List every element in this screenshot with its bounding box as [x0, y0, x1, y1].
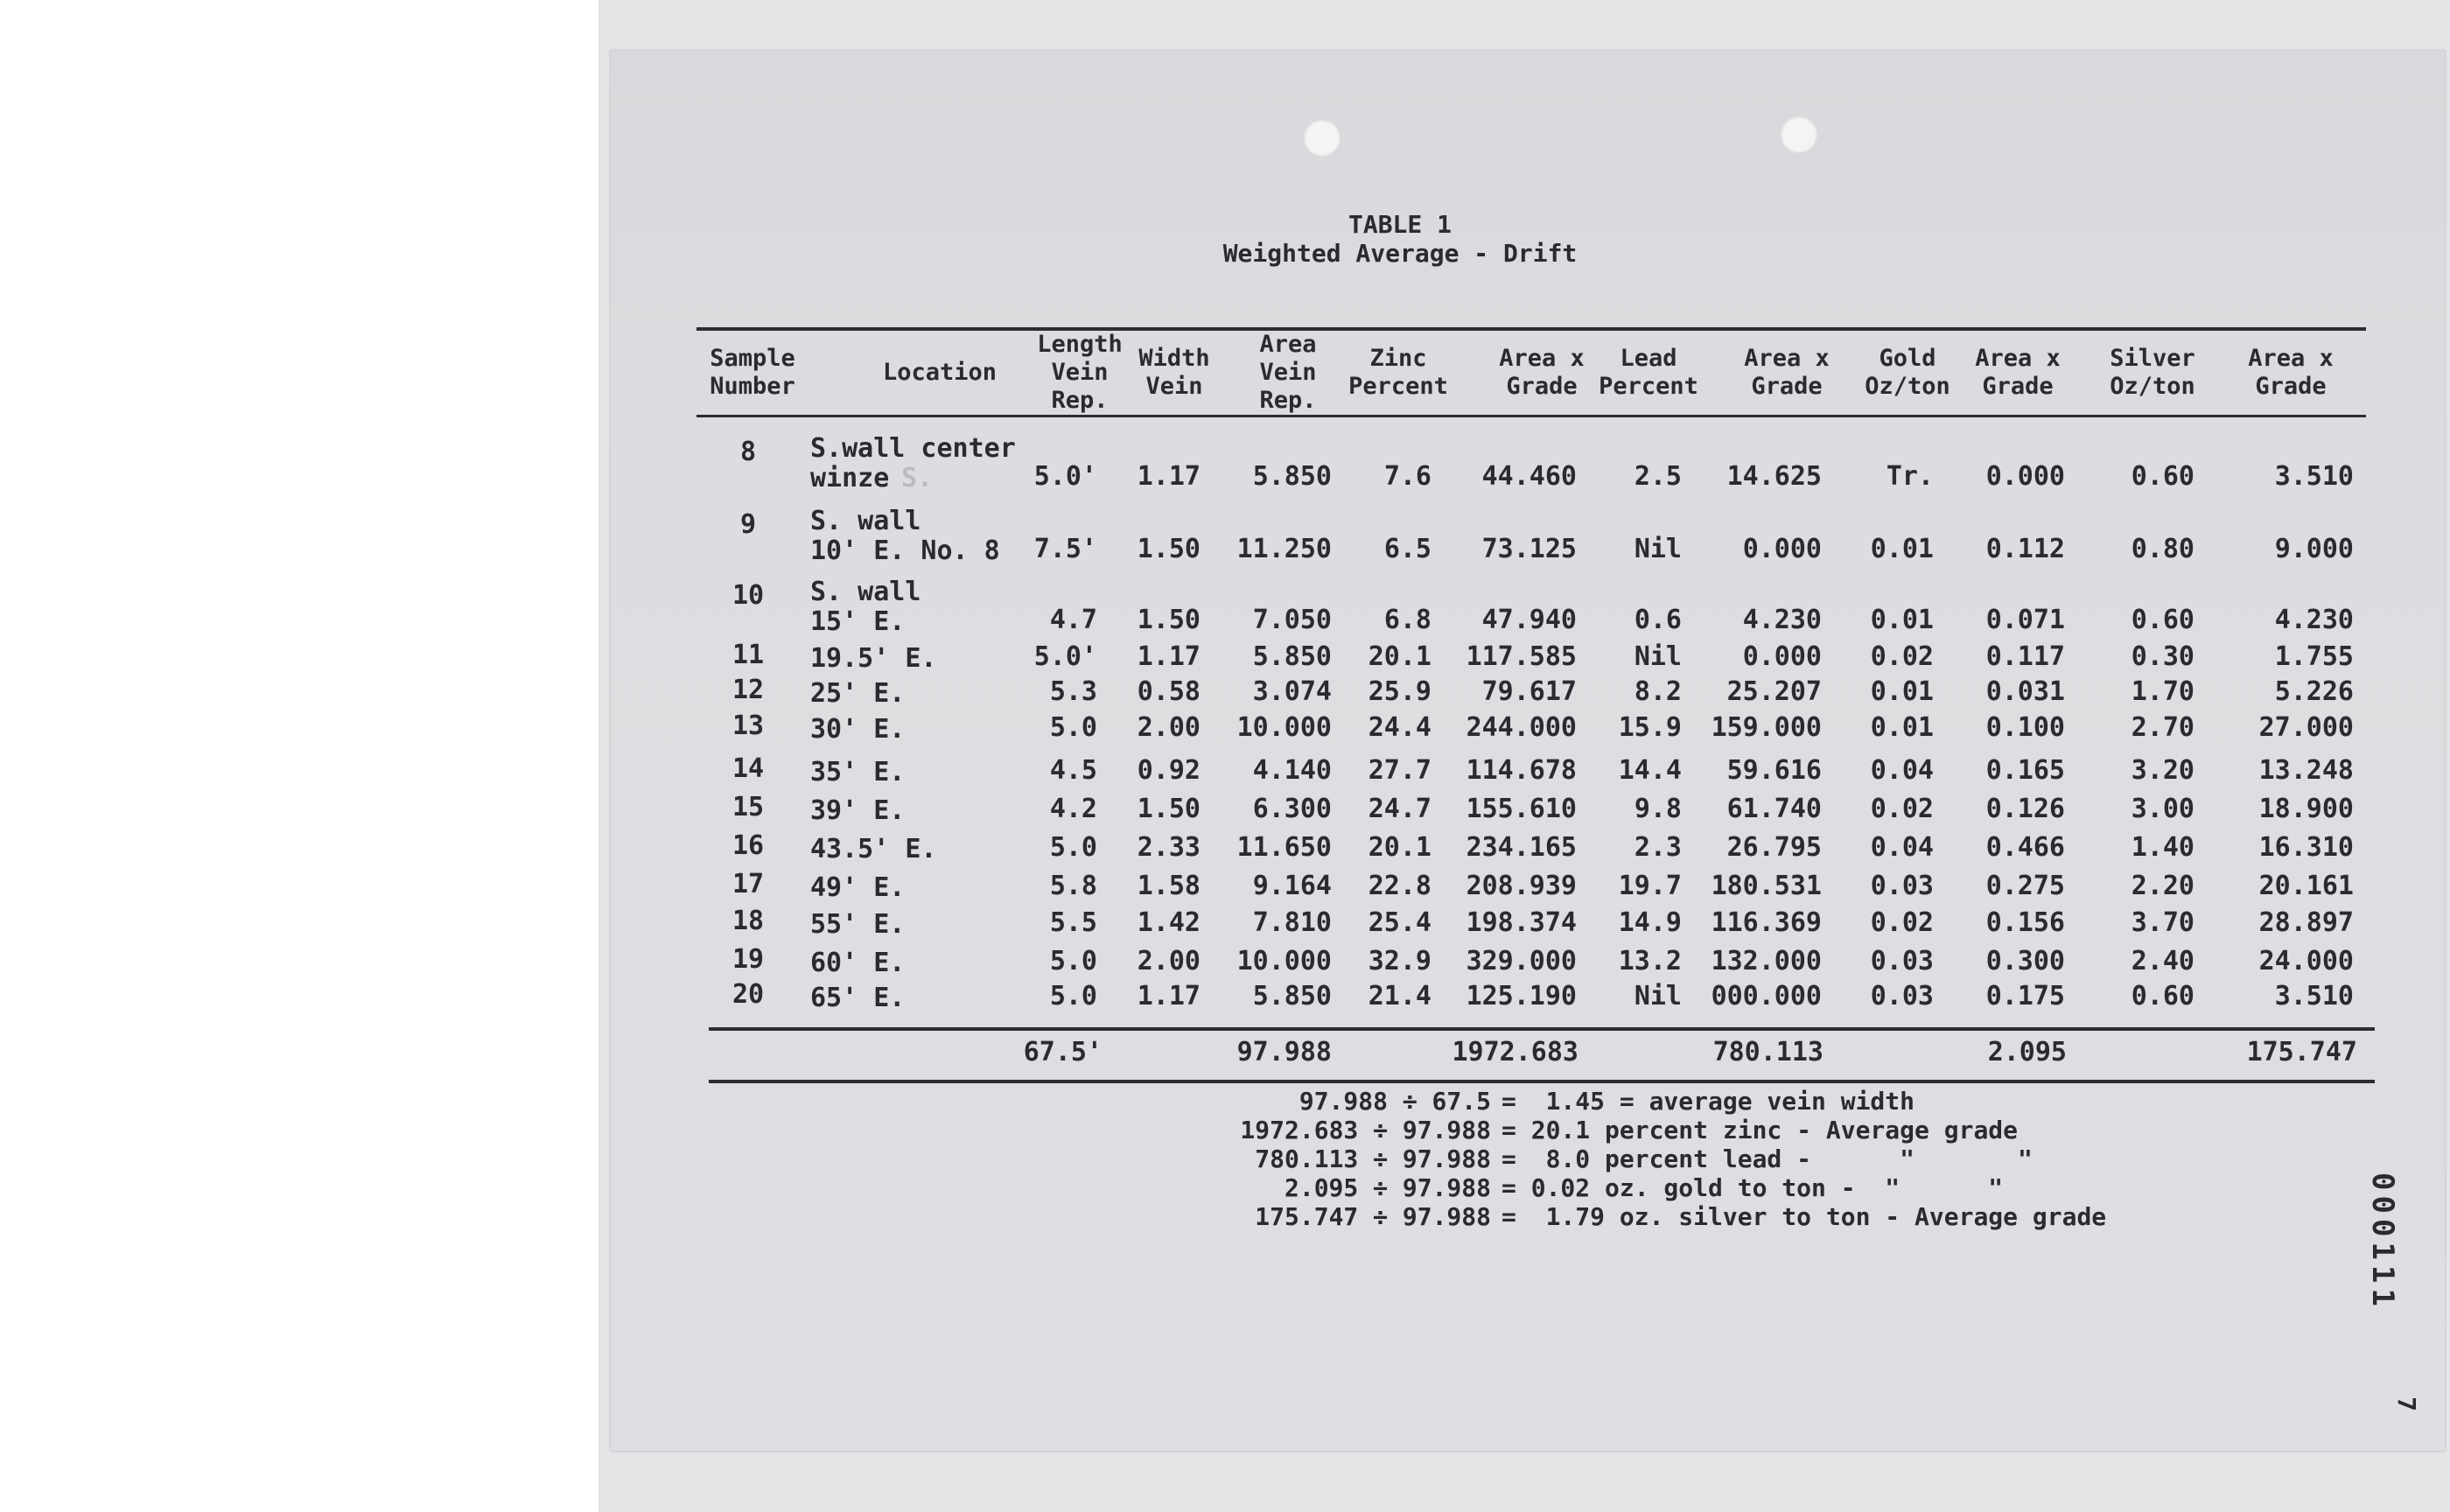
location: 30' E.: [810, 714, 906, 745]
cell-zinc-ag: 198.374: [1466, 907, 1577, 938]
location: 60' E.: [810, 948, 906, 978]
cell-gold-ag: 0.031: [1985, 676, 2065, 707]
cell-gold-ag: 0.275: [1985, 871, 2065, 901]
sample-number: 13: [732, 710, 765, 741]
cell-lead: Nil: [1634, 981, 1682, 1012]
location: 19.5' E.: [810, 643, 937, 674]
cell-silver: 0.30: [2131, 641, 2194, 672]
location: 15' E.: [810, 606, 906, 637]
location: 10' E. No. 8: [810, 536, 1000, 566]
cell-gold-ag: 0.100: [1985, 712, 2065, 743]
cell-zinc: 22.8: [1368, 871, 1432, 901]
total-lead-ag: 780.113: [1712, 1037, 1824, 1068]
cell-zinc-ag: 114.678: [1466, 755, 1577, 786]
cell-length: 5.3: [1049, 676, 1097, 707]
cell-length: 5.0': [1033, 641, 1097, 672]
header-bottom-rule: [696, 415, 2366, 417]
sample-number: 14: [732, 753, 765, 784]
location: 35' E.: [810, 757, 906, 788]
calculation-rhs: = 1.45 = average vein width: [1502, 1087, 1915, 1116]
cell-gold-ag: 0.126: [1985, 794, 2065, 824]
cell-lead-ag: 14.625: [1726, 461, 1822, 492]
cell-zinc: 7.6: [1383, 461, 1432, 492]
cell-width: 1.17: [1137, 641, 1200, 672]
location: 43.5' E.: [810, 834, 937, 864]
cell-zinc: 25.9: [1368, 676, 1432, 707]
cell-silver-ag: 1.755: [2274, 641, 2354, 672]
cell-zinc-ag: 234.165: [1466, 832, 1577, 863]
cell-area: 10.000: [1236, 712, 1332, 743]
cell-lead-ag: 4.230: [1742, 605, 1822, 635]
column-header: Length Vein Rep.: [1037, 331, 1123, 414]
location: 39' E.: [810, 795, 906, 826]
cell-zinc: 32.9: [1368, 946, 1432, 976]
location-line-1: S. wall: [810, 577, 921, 607]
cell-silver: 0.60: [2131, 981, 2194, 1012]
cell-silver-ag: 13.248: [2258, 755, 2354, 786]
cell-gold: 0.03: [1870, 871, 1934, 901]
cell-width: 0.58: [1137, 676, 1200, 707]
cell-lead-ag: 0.000: [1742, 534, 1822, 564]
calculation-lhs: 2.095 ÷ 97.988: [1284, 1173, 1491, 1202]
cell-silver-ag: 24.000: [2258, 946, 2354, 976]
punch-hole-right: [1780, 116, 1818, 154]
column-header: Lead Percent: [1599, 345, 1698, 400]
cell-gold: 0.04: [1870, 832, 1934, 863]
column-header: Area x Grade: [1975, 345, 2061, 400]
cell-gold: 0.02: [1870, 907, 1934, 938]
cell-width: 1.50: [1137, 605, 1200, 635]
totals-top-rule: [709, 1027, 2375, 1031]
cell-zinc: 21.4: [1368, 981, 1432, 1012]
cell-zinc: 6.5: [1383, 534, 1432, 564]
sample-number: 18: [732, 906, 765, 936]
cell-area: 7.810: [1252, 907, 1332, 938]
cell-silver: 3.20: [2131, 755, 2194, 786]
cell-length: 5.8: [1049, 871, 1097, 901]
cell-lead-ag: 116.369: [1711, 907, 1822, 938]
cell-lead: 0.6: [1634, 605, 1682, 635]
cell-silver: 2.70: [2131, 712, 2194, 743]
cell-gold: 0.01: [1870, 534, 1934, 564]
cell-width: 1.42: [1137, 907, 1200, 938]
cell-area: 6.300: [1252, 794, 1332, 824]
cell-gold: 0.02: [1870, 794, 1934, 824]
location-note: S.: [901, 463, 934, 494]
column-header: Area x Grade: [2248, 345, 2334, 400]
cell-lead: 14.4: [1618, 755, 1682, 786]
cell-lead: 2.3: [1634, 832, 1682, 863]
cell-silver-ag: 9.000: [2274, 534, 2354, 564]
cell-area: 10.000: [1236, 946, 1332, 976]
cell-length: 7.5': [1033, 534, 1097, 564]
calculation-lhs: 780.113 ÷ 97.988: [1255, 1144, 1491, 1173]
punch-hole-left: [1303, 119, 1341, 158]
cell-lead: 8.2: [1634, 676, 1682, 707]
sample-number: 17: [732, 869, 765, 900]
sample-number: 19: [732, 944, 765, 975]
cell-lead: Nil: [1634, 534, 1682, 564]
cell-area: 5.850: [1252, 461, 1332, 492]
total-zinc-ag: 1972.683: [1452, 1037, 1578, 1068]
cell-gold-ag: 0.112: [1985, 534, 2065, 564]
cell-lead: Nil: [1634, 641, 1682, 672]
cell-gold: Tr.: [1886, 461, 1934, 492]
column-header: Area Vein Rep.: [1259, 331, 1317, 414]
cell-length: 5.0': [1033, 461, 1097, 492]
totals-bottom-rule: [709, 1080, 2375, 1083]
cell-lead: 9.8: [1634, 794, 1682, 824]
calculation-lhs: 1972.683 ÷ 97.988: [1240, 1116, 1491, 1144]
cell-width: 1.50: [1137, 794, 1200, 824]
sample-number: 20: [732, 979, 765, 1010]
cell-zinc: 6.8: [1383, 605, 1432, 635]
cell-zinc: 24.7: [1368, 794, 1432, 824]
cell-length: 4.7: [1049, 605, 1097, 635]
cell-gold: 0.03: [1870, 981, 1934, 1012]
cell-gold-ag: 0.156: [1985, 907, 2065, 938]
column-header: Zinc Percent: [1348, 345, 1448, 400]
cell-width: 2.33: [1137, 832, 1200, 863]
cell-length: 5.0: [1049, 712, 1097, 743]
cell-zinc: 27.7: [1368, 755, 1432, 786]
cell-width: 2.00: [1137, 712, 1200, 743]
cell-gold: 0.02: [1870, 641, 1934, 672]
location: winze: [810, 463, 890, 494]
cell-zinc-ag: 73.125: [1481, 534, 1577, 564]
cell-silver-ag: 20.161: [2258, 871, 2354, 901]
cell-silver-ag: 27.000: [2258, 712, 2354, 743]
column-header: Width Vein: [1138, 345, 1210, 400]
location: 65' E.: [810, 983, 906, 1013]
cell-width: 1.58: [1137, 871, 1200, 901]
cell-gold-ag: 0.000: [1985, 461, 2065, 492]
location: 25' E.: [810, 678, 906, 709]
cell-length: 5.0: [1049, 981, 1097, 1012]
cell-zinc-ag: 44.460: [1481, 461, 1577, 492]
cell-area: 3.074: [1252, 676, 1332, 707]
cell-lead-ag: 25.207: [1726, 676, 1822, 707]
cell-lead-ag: 61.740: [1726, 794, 1822, 824]
table-title: TABLE 1: [1348, 210, 1452, 239]
location: 55' E.: [810, 909, 906, 940]
cell-area: 11.250: [1236, 534, 1332, 564]
total-length: 67.5': [1023, 1037, 1102, 1068]
cell-gold: 0.03: [1870, 946, 1934, 976]
cell-gold-ag: 0.466: [1985, 832, 2065, 863]
cell-zinc-ag: 79.617: [1481, 676, 1577, 707]
cell-zinc: 20.1: [1368, 832, 1432, 863]
column-header: Location: [882, 359, 998, 386]
cell-gold-ag: 0.071: [1985, 605, 2065, 635]
cell-silver: 3.70: [2131, 907, 2194, 938]
cell-lead: 13.2: [1618, 946, 1682, 976]
total-silver-ag: 175.747: [2246, 1037, 2357, 1068]
page-number: 7: [2391, 1396, 2421, 1411]
cell-lead-ag: 132.000: [1711, 946, 1822, 976]
location-line-1: S. wall: [810, 506, 921, 536]
cell-lead: 14.9: [1618, 907, 1682, 938]
cell-silver: 0.60: [2131, 605, 2194, 635]
cell-area: 11.650: [1236, 832, 1332, 863]
sample-number: 12: [732, 675, 765, 705]
cell-silver: 1.40: [2131, 832, 2194, 863]
column-header: Silver Oz/ton: [2110, 345, 2195, 400]
cell-width: 1.17: [1137, 461, 1200, 492]
cell-area: 5.850: [1252, 641, 1332, 672]
cell-gold-ag: 0.175: [1985, 981, 2065, 1012]
column-header: Area x Grade: [1499, 345, 1585, 400]
cell-silver: 2.40: [2131, 946, 2194, 976]
cell-silver-ag: 4.230: [2274, 605, 2354, 635]
sample-number: 11: [732, 640, 765, 670]
cell-lead: 15.9: [1618, 712, 1682, 743]
column-header: Sample Number: [710, 345, 795, 400]
cell-length: 5.0: [1049, 946, 1097, 976]
total-gold-ag: 2.095: [1987, 1037, 2067, 1068]
cell-silver-ag: 3.510: [2274, 461, 2354, 492]
table-subtitle: Weighted Average - Drift: [1222, 239, 1578, 268]
cell-lead-ag: 000.000: [1711, 981, 1822, 1012]
cell-area: 5.850: [1252, 981, 1332, 1012]
cell-area: 9.164: [1252, 871, 1332, 901]
cell-silver: 2.20: [2131, 871, 2194, 901]
sample-number: 9: [739, 509, 757, 540]
cell-zinc: 20.1: [1368, 641, 1432, 672]
cell-gold: 0.04: [1870, 755, 1934, 786]
cell-gold-ag: 0.300: [1985, 946, 2065, 976]
cell-zinc-ag: 208.939: [1466, 871, 1577, 901]
cell-lead-ag: 59.616: [1726, 755, 1822, 786]
calculation-rhs: = 20.1 percent zinc - Average grade: [1502, 1116, 2019, 1144]
cell-length: 4.2: [1049, 794, 1097, 824]
cell-zinc-ag: 125.190: [1466, 981, 1577, 1012]
cell-lead-ag: 159.000: [1711, 712, 1822, 743]
calculation-lhs: 175.747 ÷ 97.988: [1255, 1202, 1491, 1231]
cell-silver: 0.60: [2131, 461, 2194, 492]
cell-width: 0.92: [1137, 755, 1200, 786]
cell-zinc-ag: 47.940: [1481, 605, 1577, 635]
cell-silver: 3.00: [2131, 794, 2194, 824]
cell-gold-ag: 0.165: [1985, 755, 2065, 786]
cell-lead: 19.7: [1618, 871, 1682, 901]
cell-lead-ag: 0.000: [1742, 641, 1822, 672]
cell-zinc-ag: 155.610: [1466, 794, 1577, 824]
cell-area: 4.140: [1252, 755, 1332, 786]
cell-zinc: 24.4: [1368, 712, 1432, 743]
cell-gold-ag: 0.117: [1985, 641, 2065, 672]
cell-gold: 0.01: [1870, 712, 1934, 743]
cell-length: 5.0: [1049, 832, 1097, 863]
side-stamp-number: 000111: [2365, 1172, 2400, 1312]
cell-silver: 1.70: [2131, 676, 2194, 707]
cell-lead: 2.5: [1634, 461, 1682, 492]
column-header: Area x Grade: [1744, 345, 1830, 400]
calculation-lhs: 97.988 ÷ 67.5: [1298, 1087, 1491, 1116]
cell-silver-ag: 3.510: [2274, 981, 2354, 1012]
sample-number: 10: [732, 580, 765, 611]
cell-length: 5.5: [1049, 907, 1097, 938]
sample-number: 15: [732, 792, 765, 822]
sample-number: 16: [732, 830, 765, 861]
cell-silver-ag: 28.897: [2258, 907, 2354, 938]
calculation-rhs: = 0.02 oz. gold to ton - " ": [1502, 1173, 2004, 1202]
cell-width: 1.50: [1137, 534, 1200, 564]
cell-zinc-ag: 244.000: [1466, 712, 1577, 743]
location-line-1: S.wall center: [810, 433, 1016, 464]
cell-gold: 0.01: [1870, 605, 1934, 635]
cell-length: 4.5: [1049, 755, 1097, 786]
total-area: 97.988: [1236, 1037, 1332, 1068]
cell-area: 7.050: [1252, 605, 1332, 635]
cell-silver-ag: 18.900: [2258, 794, 2354, 824]
column-header: Gold Oz/ton: [1865, 345, 1950, 400]
sample-number: 8: [739, 437, 757, 467]
cell-width: 2.00: [1137, 946, 1200, 976]
calculation-rhs: = 8.0 percent lead - " ": [1502, 1144, 2033, 1173]
cell-zinc: 25.4: [1368, 907, 1432, 938]
location: 49' E.: [810, 872, 906, 903]
cell-lead-ag: 26.795: [1726, 832, 1822, 863]
cell-silver: 0.80: [2131, 534, 2194, 564]
cell-zinc-ag: 329.000: [1466, 946, 1577, 976]
cell-lead-ag: 180.531: [1711, 871, 1822, 901]
calculation-rhs: = 1.79 oz. silver to ton - Average grade: [1502, 1202, 2107, 1231]
table-top-rule: [696, 327, 2366, 331]
cell-gold: 0.01: [1870, 676, 1934, 707]
cell-silver-ag: 5.226: [2274, 676, 2354, 707]
cell-width: 1.17: [1137, 981, 1200, 1012]
cell-zinc-ag: 117.585: [1466, 641, 1577, 672]
cell-silver-ag: 16.310: [2258, 832, 2354, 863]
